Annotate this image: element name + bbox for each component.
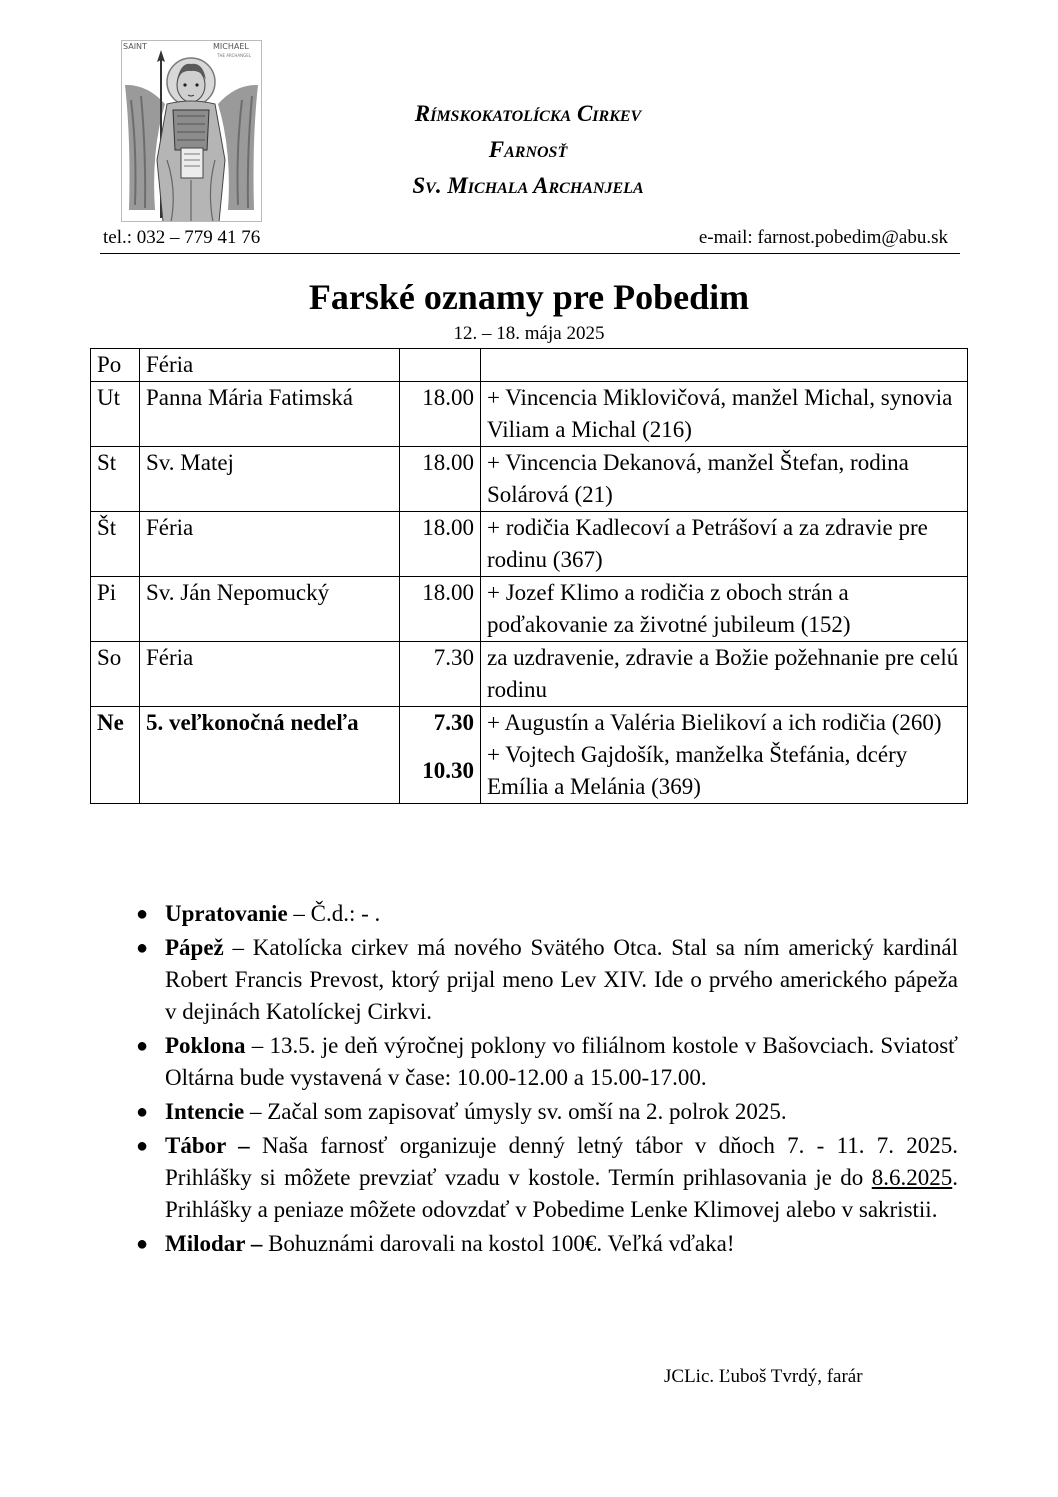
time-second: 10.30: [422, 758, 474, 783]
time-cell: [400, 707, 481, 804]
time-cell: 18.00: [400, 382, 481, 447]
time-cell: [400, 349, 481, 382]
intention-cell: + Vincencia Miklovičová, manžel Michal, synovia Viliam a Michal (216): [481, 382, 968, 447]
phone-number: tel.: 032 – 779 41 76: [103, 227, 261, 248]
intention-first: + Augustín a Valéria Bielikoví a ich rodičia (260): [487, 710, 942, 735]
note-key: Intencie: [165, 1099, 245, 1124]
time-cell: 18.00: [400, 512, 481, 577]
list-item: [132, 1228, 958, 1260]
feast-cell: Sv. Ján Nepomucký: [140, 577, 400, 642]
feast-cell: 5. veľkonočná nedeľa: [140, 707, 400, 804]
date-range: 12. – 18. mája 2025: [453, 323, 605, 344]
note-key: Pápež: [165, 935, 224, 960]
parish-label: Farnosť: [488, 137, 568, 162]
feast-cell: Féria: [140, 642, 400, 707]
parish-name: Sv. Michala Archanjela: [412, 173, 644, 198]
day-cell: Ut: [91, 382, 140, 447]
table-row: [91, 447, 968, 512]
note-text: . Prihlášky a peniaze môžete odovzdať v Pobedime Lenke Klimovej alebo v sakristii.: [165, 1165, 958, 1222]
note-text: Naša farnosť organizuje denný letný tábor v dňoch 7. - 11. 7. 2025. Prihlášky si môžete prevziať vzadu v kostole. Termín prihlasovania je do: [165, 1133, 958, 1190]
saint-michael-icon: [121, 40, 262, 222]
day-cell: St: [91, 447, 140, 512]
note-key: Upratovanie: [165, 901, 288, 926]
table-row: [91, 512, 968, 577]
intention-second: + Vojtech Gajdošík, manželka Štefánia, dcéry Emília a Melánia (369): [487, 742, 908, 799]
day-cell: Ne: [91, 707, 140, 804]
deadline-date: 8.6.2025: [871, 1165, 953, 1190]
time-cell: 18.00: [400, 577, 481, 642]
note-text: Začal som zapisovať úmysly sv. omší na 2. polrok 2025.: [267, 1099, 787, 1124]
feast-cell: Panna Mária Fatimská: [140, 382, 400, 447]
intention-cell: za uzdravenie, zdravie a Božie požehnanie pre celú rodinu: [481, 642, 968, 707]
note-key: Milodar –: [165, 1231, 263, 1256]
list-item: ● Poklona – 13.5. je deň výročnej poklony vo filiálnom kostole v Bašovciach. Sviatosť Oltárna bude vystavená v čase: 10.00-12.00 a 15.00-17.00.: [132, 1030, 958, 1094]
intention-cell: + rodičia Kadlecoví a Petrášoví a za zdravie pre rodinu (367): [481, 512, 968, 577]
list-item: ● Intencie – Začal som zapisovať úmysly sv. omší na 2. polrok 2025.: [132, 1096, 958, 1128]
day-cell: Št: [91, 512, 140, 577]
feast-cell: Sv. Matej: [140, 447, 400, 512]
bullet-icon: ●: [136, 1035, 149, 1057]
icon-caption-right: MICHAEL: [213, 42, 249, 51]
note-text: Katolícka cirkev má nového Svätého Otca. Stal sa ním americký kardinál Robert Francis Prevost, ktorý prijal meno Lev XIV. Ide o prvého amerického pápeža v dejinách Katolíckej Cirkvi.: [165, 935, 958, 1024]
icon-caption-top: SAINT: [123, 42, 147, 51]
time-cell: 7.30: [400, 642, 481, 707]
mass-schedule-table: [90, 348, 968, 804]
church-header: [300, 96, 756, 204]
table-row: [91, 577, 968, 642]
contact-line: [100, 225, 960, 254]
list-item: ● Pápež – Katolícka cirkev má nového Svätého Otca. Stal sa ním americký kardinál Robert Francis Prevost, ktorý prijal meno Lev XIV. Ide o prvého amerického pápeža v dejinách Katolíckej Cirkvi.: [132, 932, 958, 1028]
bullet-icon: ●: [136, 1101, 149, 1123]
bullet-icon: ●: [136, 1233, 149, 1255]
bullet-icon: ●: [136, 1135, 149, 1157]
bullet-icon: ●: [136, 937, 149, 959]
list-item: ● Upratovanie – Č.d.: - .: [132, 898, 958, 930]
signature: JCLic. Ľuboš Tvrdý, farár: [664, 1366, 863, 1387]
feast-cell: Féria: [140, 349, 400, 382]
intention-cell: [481, 349, 968, 382]
day-cell: So: [91, 642, 140, 707]
bullet-icon: ●: [136, 903, 149, 925]
table-row: [91, 642, 968, 707]
table-row: [91, 349, 968, 382]
note-key: Poklona: [165, 1033, 246, 1058]
note-key: Tábor –: [165, 1133, 250, 1158]
email-address: e-mail: farnost.pobedim@abu.sk: [698, 227, 948, 248]
intention-cell: + Jozef Klimo a rodičia z oboch strán a poďakovanie za životné jubileum (152): [481, 577, 968, 642]
icon-caption-small: THE ARCHANGEL: [217, 53, 251, 58]
table-row: [91, 382, 968, 447]
church-name: Rímskokatolícka Cirkev: [414, 101, 642, 126]
day-cell: Pi: [91, 577, 140, 642]
time-first: 7.30: [433, 710, 474, 735]
note-text: Č.d.: - .: [310, 901, 381, 926]
note-text: 13.5. je deň výročnej poklony vo filiálnom kostole v Bašovciach. Sviatosť Oltárna bude vystavená v čase: 10.00-12.00 a 15.00-17.00.: [165, 1033, 958, 1090]
intention-cell: + Vincencia Dekanová, manžel Štefan, rodina Solárová (21): [481, 447, 968, 512]
table-row: [91, 707, 968, 804]
day-cell: Po: [91, 349, 140, 382]
page-title: Farské oznamy pre Pobedim: [308, 277, 750, 317]
feast-cell: Féria: [140, 512, 400, 577]
announcements-list: [132, 898, 958, 1262]
list-item: [132, 1130, 958, 1226]
time-cell: 18.00: [400, 447, 481, 512]
note-text: Bohuznámi darovali na kostol 100€. Veľká vďaka!: [268, 1231, 735, 1256]
intention-cell: [481, 707, 968, 804]
